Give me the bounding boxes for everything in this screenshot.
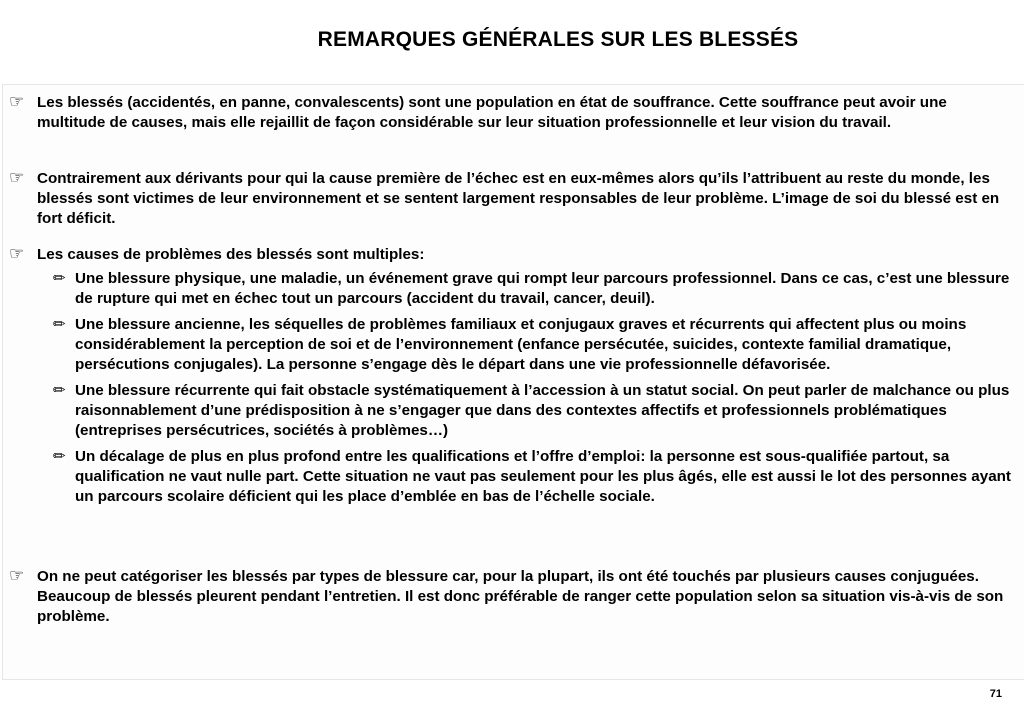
sub-bullet-item — [53, 447, 1011, 507]
bullet-text: Les blessés (accidentés, en panne, convalescents) sont une population en état de souffrance. Cette souffrance peut avoir une multitude de causes, mais elle rejaillit de façon considérable sur leur situation professionnelle et leur vision du travail. — [37, 94, 947, 131]
sub-bullet-text: Une blessure ancienne, les séquelles de problèmes familiaux et conjugaux graves et récurrents qui affectent plus ou moins considérablement la perception de soi et de l’environnement (enfance persécutée, suicides, contexte familial dramatique, persécutions conjugales). La personne s’engage dès le départ dans une vie professionnelle défavorisée. — [75, 316, 967, 373]
sub-bullet-item — [53, 315, 1011, 375]
pointing-hand-icon: ☞ — [9, 244, 25, 263]
sub-bullet-text: Un décalage de plus en plus profond entre les qualifications et l’offre d’emploi: la personne est sous-qualifiée partout, sa qualification ne vaut nulle part. Cette situation ne vaut pas seulement pour les plus âgés, elle est aussi le lot des personnes ayant un parcours scolaire déficient qui les place d’emblée en bas de l’échelle sociale. — [75, 448, 1011, 505]
pointing-hand-icon: ☞ — [9, 566, 25, 585]
content-area — [2, 84, 1024, 680]
sub-bullet-text: Une blessure physique, une maladie, un événement grave qui rompt leur parcours professionnel. Dans ce cas, c’est une blessure de rupture qui met en échec tout un parcours (accident du travail, cancer, deuil). — [75, 270, 1010, 307]
pencil-icon: ✏ — [53, 448, 66, 465]
bullet-text: Contrairement aux dérivants pour qui la cause première de l’échec est en eux-mêmes alors qu’ils l’attribuent au reste du monde, les blessés sont victimes de leur environnement et se sentent largement responsables de leur problème. L’image de soi du blessé est en fort déficit. — [37, 170, 1000, 227]
pencil-icon: ✏ — [53, 382, 66, 399]
pencil-icon: ✏ — [53, 316, 66, 333]
sub-bullet-text: Une blessure récurrente qui fait obstacle systématiquement à l’accession à un statut social. On peut parler de malchance ou plus raisonnablement d’une prédisposition à ne s’engager que dans des contextes affectifs et professionnels problématiques (entreprises persécutrices, sociétés à problèmes…) — [75, 382, 1010, 439]
bullet-item — [3, 567, 1013, 627]
sub-bullet-item — [53, 381, 1011, 441]
bullet-item — [3, 93, 1013, 133]
pencil-icon: ✏ — [53, 270, 66, 287]
bullet-item — [3, 245, 1013, 513]
sub-bullet-item — [53, 269, 1011, 309]
page-number: 71 — [989, 688, 1002, 700]
pointing-hand-icon: ☞ — [9, 92, 25, 111]
bullet-text: Les causes de problèmes des blessés sont multiples: — [37, 246, 425, 263]
pointing-hand-icon: ☞ — [9, 168, 25, 187]
bullet-item — [3, 169, 1013, 229]
page-title: REMARQUES GÉNÉRALES SUR LES BLESSÉS — [317, 28, 799, 51]
bullet-text: On ne peut catégoriser les blessés par types de blessure car, pour la plupart, ils ont été touchés par plusieurs causes conjuguées. Beaucoup de blessés pleurent pendant l’entretien. Il est donc préférable de ranger cette population selon sa situation vis-à-vis de son problème. — [37, 568, 1004, 625]
sub-bullet-list — [3, 269, 1013, 507]
